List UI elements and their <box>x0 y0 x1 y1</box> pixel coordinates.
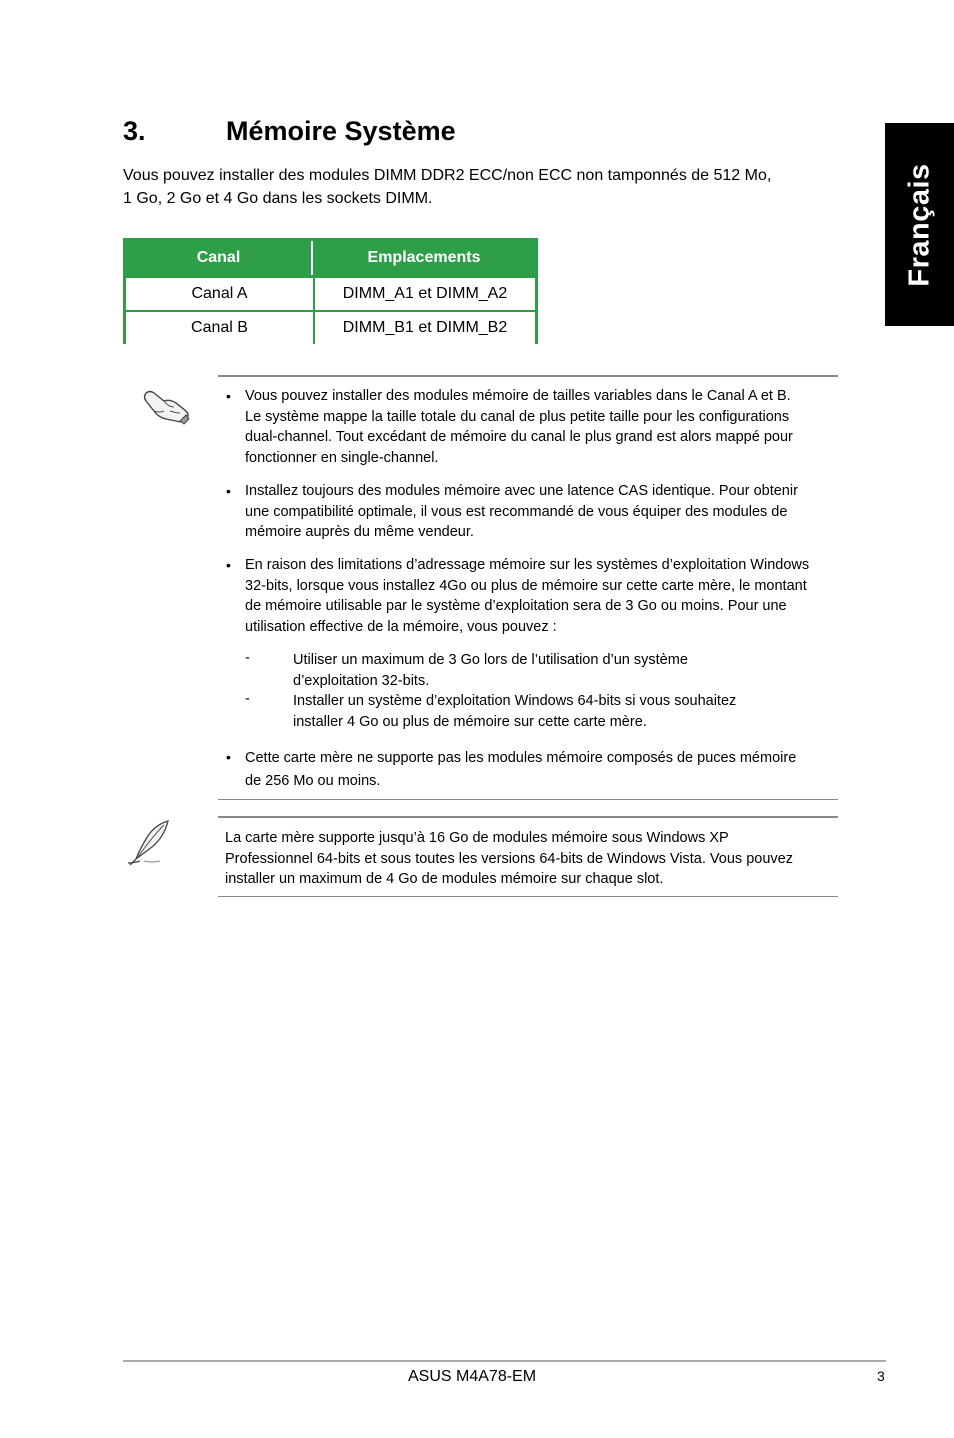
note-line: de mémoire utilisable par le système d’exploitation sera de 3 Go ou moins. Pour une <box>245 598 787 614</box>
bullet-marker: • <box>226 483 231 499</box>
note2-text <box>225 828 835 890</box>
language-tab <box>885 123 954 326</box>
page-number: 3 <box>877 1368 885 1384</box>
table-cell-channel: Canal B <box>126 312 313 344</box>
section-title: Mémoire Système <box>226 116 456 146</box>
note-line: Professionnel 64-bits et sous toutes les versions 64-bits de Windows Vista. Vous pouvez <box>225 850 793 867</box>
note-line: fonctionner en single-channel. <box>245 449 439 466</box>
note-line: dual-channel. Tout excédant de mémoire du canal le plus grand est alors mappé pour <box>245 429 793 445</box>
quill-pen-icon <box>124 817 174 867</box>
table-row <box>126 312 535 344</box>
note-line: une compatibilité optimale, il vous est recommandé de vous équiper des modules de <box>245 503 788 520</box>
note-line: installer 4 Go ou plus de mémoire sur cette carte mère. <box>293 713 647 730</box>
note-bullet <box>245 555 840 637</box>
note2-bottom-rule <box>218 896 838 897</box>
table-cell-slots: DIMM_A1 et DIMM_A2 <box>315 278 535 310</box>
bullet-marker: • <box>226 557 231 573</box>
table-header-slots: Emplacements <box>367 249 481 266</box>
note-bullet <box>245 386 840 468</box>
hand-pointer-icon <box>140 385 192 427</box>
note-sub-item <box>293 650 763 691</box>
memory-channel-table <box>123 238 538 344</box>
note-line: Vous pouvez installer des modules mémoire de tailles variables dans le Canal A et B. <box>245 388 791 404</box>
intro-paragraph <box>123 164 843 210</box>
note-line: En raison des limitations d’adressage mémoire sur les systèmes d’exploitation Windows <box>245 557 810 573</box>
note-sub-item <box>293 691 763 732</box>
footer-model: ASUS M4A78-EM <box>408 1368 537 1385</box>
table-row <box>126 278 535 310</box>
bullet-marker: • <box>226 749 231 765</box>
note-line: Cette carte mère ne supporte pas les modules mémoire composés de puces mémoire <box>245 750 797 766</box>
intro-line: 1 Go, 2 Go et 4 Go dans les sockets DIMM. <box>123 190 433 207</box>
note-bullet <box>245 747 840 793</box>
note-top-rule <box>218 375 838 377</box>
language-tab-label: Français <box>903 162 935 287</box>
note-line: installer un maximum de 4 Go de modules mémoire sur chaque slot. <box>225 871 664 887</box>
note-line: Installer un système d’exploitation Windows 64-bits si vous souhaitez <box>293 693 737 709</box>
section-number: 3. <box>123 116 146 146</box>
note2-top-rule <box>218 816 838 818</box>
note-line: Le système mappe la taille totale du canal de plus petite taille pour les configurations <box>245 408 790 425</box>
table-header-channel: Canal <box>126 241 313 275</box>
note-line: mémoire auprès du même vendeur. <box>245 524 474 540</box>
note-bottom-rule <box>218 799 838 800</box>
intro-line: Vous pouvez installer des modules DIMM DDR2 ECC/non ECC non tamponnés de 512 Mo, <box>123 167 772 184</box>
table-cell-channel: Canal A <box>126 278 313 310</box>
note-line: d’exploitation 32-bits. <box>293 672 430 689</box>
footer-rule <box>123 1360 886 1362</box>
table-header-row <box>126 241 535 275</box>
note-line: Utiliser un maximum de 3 Go lors de l’utilisation d’un système <box>293 652 688 668</box>
note-line: de 256 Mo ou moins. <box>245 773 381 789</box>
note-bullet <box>245 481 840 543</box>
dash-marker: - <box>245 691 250 707</box>
bullet-marker: • <box>226 388 231 404</box>
dash-marker: - <box>245 650 250 666</box>
note-line: utilisation effective de la mémoire, vous pouvez : <box>245 618 557 635</box>
note-line: Installez toujours des modules mémoire avec une latence CAS identique. Pour obtenir <box>245 483 798 499</box>
table-cell-slots: DIMM_B1 et DIMM_B2 <box>315 312 535 344</box>
note-line: 32-bits, lorsque vous installez 4Go ou plus de mémoire sur cette carte mère, le montant <box>245 577 807 594</box>
note-line: La carte mère supporte jusqu’à 16 Go de modules mémoire sous Windows XP <box>225 830 729 846</box>
